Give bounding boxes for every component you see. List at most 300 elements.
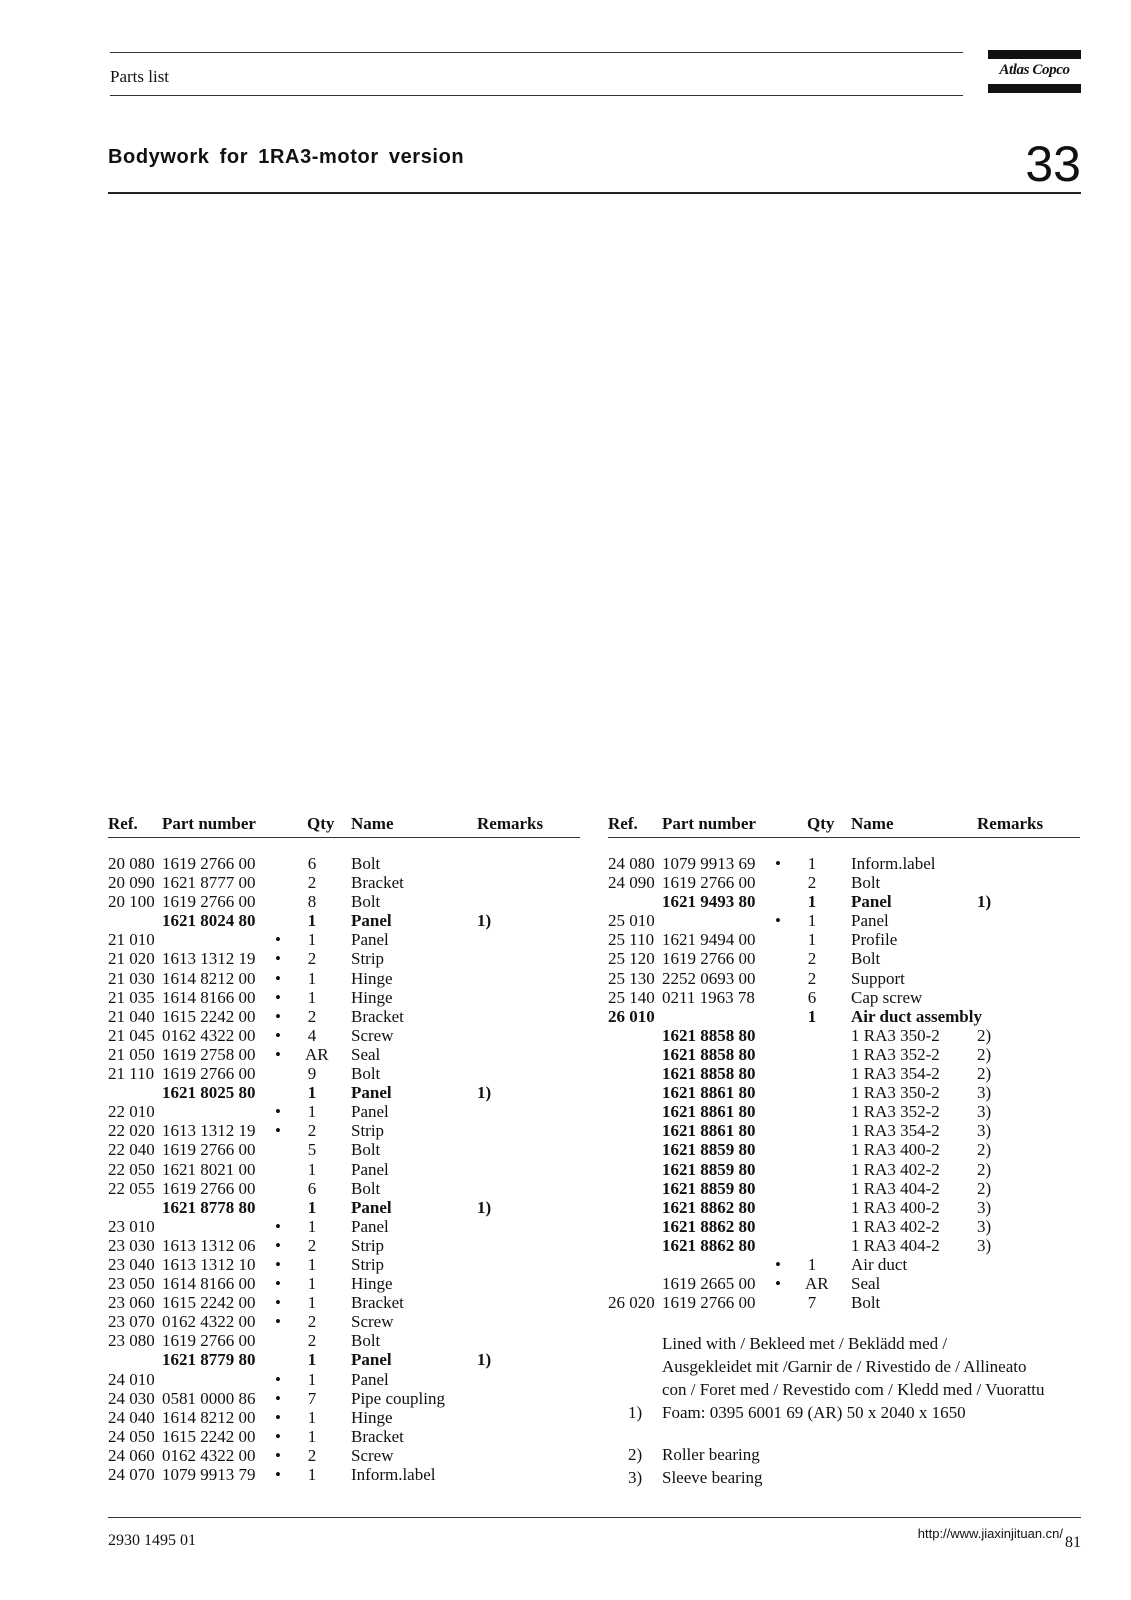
name-cell: Bolt [351, 1178, 381, 1198]
table-row [108, 1198, 580, 1217]
table-row [108, 1140, 580, 1159]
table-row [108, 854, 580, 873]
name-cell: Screw [351, 1312, 394, 1332]
part-number-cell: 1613 1312 19 [162, 1121, 256, 1141]
col-name: Name [351, 814, 394, 833]
bullet-cell: • [275, 1293, 281, 1313]
column-headers [108, 814, 580, 834]
table-row [608, 1007, 1080, 1026]
col-qty: Qty [307, 814, 335, 833]
table-row [608, 1236, 1080, 1255]
qty-cell: 1 [307, 1216, 317, 1236]
name-cell: 1 RA3 402-2 [851, 1159, 940, 1179]
table-row [608, 1045, 1080, 1064]
name-cell: Bracket [351, 1293, 404, 1313]
ref-cell: 22 055 [108, 1178, 155, 1198]
bullet-cell: • [275, 968, 281, 988]
name-cell: Bolt [851, 873, 881, 893]
name-cell: Seal [851, 1274, 881, 1294]
col-part: Part number [162, 814, 256, 833]
table-row [608, 1083, 1080, 1102]
part-number-cell: 1614 8212 00 [162, 968, 256, 988]
col-remarks: Remarks [477, 814, 544, 833]
table-row [608, 854, 1080, 873]
bullet-cell: • [775, 911, 781, 931]
qty-cell: 2 [807, 873, 817, 893]
ref-cell: 21 020 [108, 949, 155, 969]
part-number-cell: 1619 2766 00 [162, 1064, 256, 1084]
table-row [108, 1465, 580, 1484]
qty-cell: 8 [307, 892, 317, 912]
table-row [608, 930, 1080, 949]
part-number-cell: 0162 4322 00 [162, 1445, 256, 1465]
part-number-cell: 1615 2242 00 [162, 1293, 256, 1313]
name-cell: Bolt [351, 854, 381, 873]
ref-cell: 21 045 [108, 1025, 155, 1045]
ref-cell: 24 060 [108, 1445, 155, 1465]
table-row [108, 1331, 580, 1350]
qty-cell: 1 [807, 1006, 817, 1026]
name-cell: 1 RA3 350-2 [851, 1025, 940, 1045]
ref-cell: 21 110 [108, 1064, 155, 1084]
bullet-cell: • [275, 1216, 281, 1236]
footnote-number: 2) [628, 1445, 643, 1464]
ref-cell: 25 140 [608, 987, 655, 1007]
page-number: 81 [1065, 1534, 1081, 1551]
name-cell: Panel [351, 1369, 389, 1389]
ref-cell: 25 130 [608, 968, 655, 988]
title-rule [108, 192, 1081, 194]
bullet-cell: • [275, 1465, 281, 1484]
qty-cell: 2 [307, 1312, 317, 1332]
footnote-line [608, 1332, 1078, 1355]
part-number-cell: 1615 2242 00 [162, 1426, 256, 1446]
table-row [108, 1179, 580, 1198]
ref-cell: 24 030 [108, 1388, 155, 1408]
name-cell: Panel [851, 892, 892, 912]
part-number-cell: 1621 8862 80 [662, 1197, 756, 1217]
part-number-cell: 1621 8858 80 [662, 1025, 756, 1045]
remarks-cell: 1) [977, 892, 992, 912]
table-row [608, 1064, 1080, 1083]
ref-cell: 23 030 [108, 1235, 155, 1255]
part-number-cell: 1621 8861 80 [662, 1102, 756, 1122]
table-row [108, 1045, 580, 1064]
name-cell: 1 RA3 354-2 [851, 1121, 940, 1141]
section-number: 33 [1025, 136, 1081, 192]
col-ref: Ref. [608, 814, 638, 833]
table-row [608, 1160, 1080, 1179]
table-row [108, 1389, 580, 1408]
qty-cell: AR [805, 1274, 829, 1294]
name-cell: Inform.label [351, 1465, 436, 1484]
source-url: http://www.jiaxinjituan.cn/ [917, 1526, 1063, 1541]
ref-cell: 23 050 [108, 1274, 155, 1294]
qty-cell: 1 [307, 1369, 317, 1389]
part-number-cell: 1621 8858 80 [662, 1044, 756, 1064]
bullet-cell: • [275, 1006, 281, 1026]
qty-cell: 2 [807, 949, 817, 969]
ref-cell: 24 010 [108, 1369, 155, 1389]
part-number-cell: 1621 8859 80 [662, 1178, 756, 1198]
footnote-line [608, 1355, 1078, 1378]
qty-cell: 6 [307, 1178, 317, 1198]
name-cell: Bolt [351, 1140, 381, 1160]
ref-cell: 25 120 [608, 949, 655, 969]
remarks-cell: 3) [977, 1121, 992, 1141]
part-number-cell: 1621 8862 80 [662, 1235, 756, 1255]
ref-cell: 22 010 [108, 1102, 155, 1122]
name-cell: Panel [351, 1350, 392, 1370]
table-row [108, 1255, 580, 1274]
table-row [108, 1370, 580, 1389]
part-number-cell: 1621 8778 80 [162, 1197, 256, 1217]
part-number-cell: 1619 2766 00 [162, 1140, 256, 1160]
ref-cell: 26 010 [608, 1006, 655, 1026]
remarks-cell: 3) [977, 1197, 992, 1217]
name-cell: Strip [351, 1254, 385, 1274]
ref-cell: 24 040 [108, 1407, 155, 1427]
part-number-cell: 1619 2766 00 [162, 854, 256, 873]
part-number-cell: 1621 8859 80 [662, 1140, 756, 1160]
table-row [608, 1102, 1080, 1121]
atlas-copco-logo [988, 50, 1081, 94]
qty-cell: 1 [307, 1274, 317, 1294]
table-row [608, 1140, 1080, 1159]
ref-cell: 23 060 [108, 1293, 155, 1313]
name-cell: Strip [351, 949, 385, 969]
qty-cell: 2 [307, 873, 317, 893]
name-cell: Support [851, 968, 905, 988]
remarks-cell: 1) [477, 911, 492, 931]
ref-cell: 24 080 [608, 854, 655, 873]
header-rule [608, 837, 1080, 838]
name-cell: Panel [351, 930, 389, 950]
ref-cell: 22 050 [108, 1159, 155, 1179]
remarks-cell: 3) [977, 1216, 992, 1236]
document-number: 2930 1495 01 [108, 1532, 196, 1549]
header-label: Parts list [110, 67, 170, 86]
qty-cell: 1 [307, 1426, 317, 1446]
ref-cell: 24 050 [108, 1426, 155, 1446]
qty-cell: 1 [307, 1293, 317, 1313]
qty-cell: 1 [307, 1254, 317, 1274]
ref-cell: 23 070 [108, 1312, 155, 1332]
name-cell: Panel [351, 1102, 389, 1122]
table-row [108, 1274, 580, 1293]
qty-cell: AR [305, 1044, 329, 1064]
name-cell: Hinge [351, 987, 393, 1007]
table-body [108, 854, 580, 1484]
remarks-cell: 2) [977, 1044, 992, 1064]
part-number-cell: 0162 4322 00 [162, 1025, 256, 1045]
name-cell: Panel [851, 911, 889, 931]
col-ref: Ref. [108, 814, 138, 833]
qty-cell: 1 [807, 854, 817, 873]
part-number-cell: 1619 2665 00 [662, 1274, 756, 1294]
name-cell: Cap screw [851, 987, 923, 1007]
bullet-cell: • [275, 1369, 281, 1389]
part-number-cell: 1621 8862 80 [662, 1216, 756, 1236]
table-row [608, 1121, 1080, 1140]
part-number-cell: 1619 2766 00 [162, 1331, 256, 1351]
ref-cell: 25 010 [608, 911, 655, 931]
qty-cell: 1 [807, 892, 817, 912]
footnote-line [608, 1466, 1078, 1489]
header-rule [108, 837, 580, 838]
qty-cell: 2 [307, 1121, 317, 1141]
name-cell: Seal [351, 1044, 381, 1064]
qty-cell: 2 [307, 1006, 317, 1026]
part-number-cell: 1621 8861 80 [662, 1083, 756, 1103]
ref-cell: 21 050 [108, 1044, 155, 1064]
part-number-cell: 1621 8861 80 [662, 1121, 756, 1141]
qty-cell: 2 [307, 949, 317, 969]
col-name: Name [851, 814, 894, 833]
part-number-cell: 0581 0000 86 [162, 1388, 256, 1408]
qty-cell: 1 [307, 930, 317, 950]
table-row [608, 1217, 1080, 1236]
name-cell: Bracket [351, 1006, 404, 1026]
bullet-cell: • [775, 1274, 781, 1294]
table-row [608, 1255, 1080, 1274]
name-cell: 1 RA3 404-2 [851, 1235, 940, 1255]
qty-cell: 1 [307, 987, 317, 1007]
bullet-cell: • [275, 930, 281, 950]
table-row [108, 1293, 580, 1312]
footer-rule [108, 1517, 1081, 1518]
table-row [108, 1083, 580, 1102]
ref-cell: 22 040 [108, 1140, 155, 1160]
qty-cell: 2 [307, 1331, 317, 1351]
header-bottom-rule [110, 95, 963, 96]
table-row [108, 1007, 580, 1026]
ref-cell: 24 070 [108, 1465, 155, 1484]
ref-cell: 22 020 [108, 1121, 155, 1141]
bullet-cell: • [275, 1312, 281, 1332]
part-number-cell: 1613 1312 19 [162, 949, 256, 969]
part-number-cell: 1619 2758 00 [162, 1044, 256, 1064]
part-number-cell: 1619 2766 00 [662, 949, 756, 969]
bullet-cell: • [775, 854, 781, 873]
qty-cell: 2 [307, 1445, 317, 1465]
table-row [608, 873, 1080, 892]
ref-cell: 20 090 [108, 873, 155, 893]
part-number-cell: 1079 9913 69 [662, 854, 756, 873]
qty-cell: 7 [807, 1293, 817, 1313]
qty-cell: 1 [307, 1407, 317, 1427]
remarks-cell: 2) [977, 1159, 992, 1179]
name-cell: Bolt [351, 1064, 381, 1084]
parts-table-left [108, 814, 580, 1484]
footnote-text: Sleeve bearing [662, 1468, 763, 1487]
remarks-cell: 2) [977, 1025, 992, 1045]
name-cell: 1 RA3 352-2 [851, 1102, 940, 1122]
parts-table-right [608, 814, 1080, 1312]
name-cell: Panel [351, 1159, 389, 1179]
table-row [108, 1312, 580, 1331]
qty-cell: 2 [807, 968, 817, 988]
table-row [108, 988, 580, 1007]
footnote-line [608, 1443, 1078, 1466]
page-title: Bodywork for 1RA3-motor version [108, 146, 465, 168]
footnotes [608, 1332, 1078, 1489]
name-cell: 1 RA3 350-2 [851, 1083, 940, 1103]
table-row [108, 1236, 580, 1255]
col-qty: Qty [807, 814, 835, 833]
footnote-text: Roller bearing [662, 1445, 760, 1464]
part-number-cell: 1621 8021 00 [162, 1159, 256, 1179]
part-number-cell: 1621 9493 80 [662, 892, 756, 912]
bullet-cell: • [775, 1254, 781, 1274]
ref-cell: 23 010 [108, 1216, 155, 1236]
ref-cell: 20 080 [108, 854, 155, 873]
qty-cell: 5 [307, 1140, 317, 1160]
column-headers [608, 814, 1080, 834]
part-number-cell: 1621 8025 80 [162, 1083, 256, 1103]
remarks-cell: 1) [477, 1197, 492, 1217]
qty-cell: 1 [307, 1083, 317, 1103]
qty-cell: 6 [807, 987, 817, 1007]
table-row [108, 1026, 580, 1045]
table-row [108, 1217, 580, 1236]
name-cell: Hinge [351, 1407, 393, 1427]
table-row [608, 1026, 1080, 1045]
part-number-cell: 1621 8779 80 [162, 1350, 256, 1370]
name-cell: Bolt [351, 892, 381, 912]
footnote-text: Lined with / Bekleed met / Beklädd med / [662, 1334, 948, 1353]
table-row [608, 988, 1080, 1007]
remarks-cell: 2) [977, 1140, 992, 1160]
name-cell: 1 RA3 402-2 [851, 1216, 940, 1236]
ref-cell: 21 030 [108, 968, 155, 988]
part-number-cell: 1621 8777 00 [162, 873, 256, 893]
name-cell: Strip [351, 1235, 385, 1255]
name-cell: Panel [351, 911, 392, 931]
part-number-cell: 0162 4322 00 [162, 1312, 256, 1332]
qty-cell: 2 [307, 1235, 317, 1255]
part-number-cell: 1619 2766 00 [162, 1178, 256, 1198]
part-number-cell: 1079 9913 79 [162, 1465, 256, 1484]
qty-cell: 1 [307, 1102, 317, 1122]
ref-cell: 20 100 [108, 892, 155, 912]
qty-cell: 6 [307, 854, 317, 873]
col-part: Part number [662, 814, 756, 833]
ref-cell: 21 035 [108, 987, 155, 1007]
table-row [108, 969, 580, 988]
table-row [608, 1179, 1080, 1198]
qty-cell: 1 [307, 968, 317, 988]
qty-cell: 4 [307, 1025, 317, 1045]
footnote-number: 3) [628, 1468, 643, 1487]
ref-cell: 23 040 [108, 1254, 155, 1274]
part-number-cell: 1614 8166 00 [162, 987, 256, 1007]
name-cell: Bracket [351, 1426, 404, 1446]
bullet-cell: • [275, 1102, 281, 1122]
footnote-number: 1) [628, 1403, 643, 1422]
table-row [108, 1408, 580, 1427]
name-cell: 1 RA3 400-2 [851, 1140, 940, 1160]
footnote-line [608, 1378, 1078, 1401]
remarks-cell: 3) [977, 1083, 992, 1103]
name-cell: Profile [851, 930, 898, 950]
name-cell: Panel [351, 1216, 389, 1236]
bullet-cell: • [275, 1044, 281, 1064]
col-remarks: Remarks [977, 814, 1044, 833]
part-number-cell: 1613 1312 10 [162, 1254, 256, 1274]
part-number-cell: 1619 2766 00 [162, 892, 256, 912]
remarks-cell: 3) [977, 1102, 992, 1122]
table-row [108, 1446, 580, 1465]
table-row [108, 949, 580, 968]
qty-cell: 1 [307, 1197, 317, 1217]
bullet-cell: • [275, 1426, 281, 1446]
name-cell: Air duct [851, 1254, 908, 1274]
name-cell: Panel [351, 1083, 392, 1103]
name-cell: 1 RA3 354-2 [851, 1064, 940, 1084]
part-number-cell: 1619 2766 00 [662, 873, 756, 893]
name-cell: Bracket [351, 873, 404, 893]
table-row [608, 1293, 1080, 1312]
qty-cell: 1 [807, 930, 817, 950]
table-row [108, 1350, 580, 1369]
table-row [108, 1064, 580, 1083]
bullet-cell: • [275, 1407, 281, 1427]
name-cell: 1 RA3 404-2 [851, 1178, 940, 1198]
table-row [108, 1160, 580, 1179]
part-number-cell: 1615 2242 00 [162, 1006, 256, 1026]
name-cell: Air duct assembly [851, 1006, 982, 1026]
name-cell: Inform.label [851, 854, 936, 873]
table-row [108, 930, 580, 949]
name-cell: Screw [351, 1025, 394, 1045]
footnote-text: con / Foret med / Revestido com / Kledd med / Vuorattu [662, 1380, 1045, 1399]
ref-cell: 25 110 [608, 930, 655, 950]
footnote-line [608, 1401, 1078, 1424]
name-cell: 1 RA3 352-2 [851, 1044, 940, 1064]
qty-cell: 1 [307, 1159, 317, 1179]
ref-cell: 24 090 [608, 873, 655, 893]
remarks-cell: 3) [977, 1235, 992, 1255]
part-number-cell: 1619 2766 00 [662, 1293, 756, 1313]
part-number-cell: 0211 1963 78 [662, 987, 755, 1007]
remarks-cell: 2) [977, 1178, 992, 1198]
table-row [108, 1121, 580, 1140]
name-cell: Bolt [351, 1331, 381, 1351]
part-number-cell: 1621 8024 80 [162, 911, 256, 931]
ref-cell: 26 020 [608, 1293, 655, 1313]
name-cell: Bolt [851, 949, 881, 969]
qty-cell: 7 [307, 1388, 317, 1408]
name-cell: Pipe coupling [351, 1388, 445, 1408]
qty-cell: 9 [307, 1064, 317, 1084]
table-row [608, 949, 1080, 968]
table-row [608, 1274, 1080, 1293]
name-cell: Bolt [851, 1293, 881, 1313]
table-row [608, 1198, 1080, 1217]
remarks-cell: 2) [977, 1064, 992, 1084]
qty-cell: 1 [307, 1465, 317, 1484]
part-number-cell: 1614 8212 00 [162, 1407, 256, 1427]
logo-text: Atlas Copco [999, 62, 1070, 78]
name-cell: Screw [351, 1445, 394, 1465]
part-number-cell: 1614 8166 00 [162, 1274, 256, 1294]
name-cell: 1 RA3 400-2 [851, 1197, 940, 1217]
footnote-text: Ausgekleidet mit /Garnir de / Rivestido de / Allineato [662, 1357, 1027, 1376]
table-row [608, 969, 1080, 988]
footnote-text: Foam: 0395 6001 69 (AR) 50 x 2040 x 1650 [662, 1403, 966, 1422]
bullet-cell: • [275, 1121, 281, 1141]
